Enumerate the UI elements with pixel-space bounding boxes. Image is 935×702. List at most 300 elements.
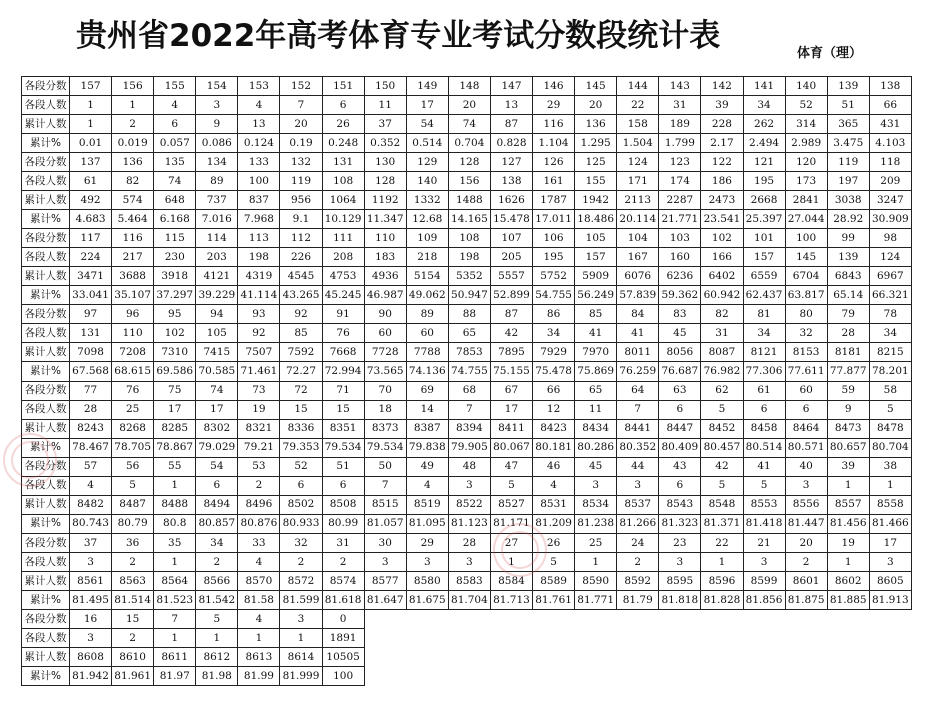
table-cell: 136 [112,153,154,172]
table-cell: 22 [701,533,743,552]
table-cell: 8589 [533,571,575,590]
table-cell: 6402 [701,267,743,286]
table-cell: 153 [238,77,280,96]
table-cell: 51 [827,96,869,115]
empty-cell [869,609,911,628]
table-cell: 1.504 [617,134,659,153]
table-cell: 0.086 [196,134,238,153]
table-cell: 155 [154,77,196,96]
count-row [22,628,912,647]
score-row [22,153,912,172]
cumulative-row [22,419,912,438]
table-cell: 3 [575,476,617,495]
table-cell: 79 [827,305,869,324]
table-cell: 34 [743,324,785,343]
table-cell: 189 [659,115,701,134]
table-cell: 27 [490,533,532,552]
table-cell: 5909 [575,267,617,286]
cumulative-row [22,571,912,590]
table-cell: 139 [827,77,869,96]
cumulative-row [22,647,912,666]
table-cell: 77 [70,381,112,400]
table-cell: 81.828 [701,590,743,609]
empty-cell [785,609,827,628]
table-cell: 3 [406,552,448,571]
table-cell: 3918 [154,267,196,286]
table-cell: 60 [406,324,448,343]
table-cell: 125 [575,153,617,172]
table-cell: 2113 [617,191,659,210]
table-cell: 5 [196,609,238,628]
table-cell: 7895 [490,343,532,362]
table-cell: 145 [575,77,617,96]
table-cell: 8411 [490,419,532,438]
table-cell: 39 [701,96,743,115]
table-cell: 10505 [322,647,364,666]
table-cell: 31 [659,96,701,115]
table-cell: 8487 [112,495,154,514]
table-cell: 0.124 [238,134,280,153]
table-cell: 8441 [617,419,659,438]
table-cell: 41 [617,324,659,343]
table-cell: 60.942 [701,286,743,305]
table-cell: 8608 [70,647,112,666]
table-cell: 82 [701,305,743,324]
table-cell: 8515 [364,495,406,514]
table-cell: 157 [575,248,617,267]
row-label: 各段人数 [22,552,70,571]
table-cell: 3 [659,552,701,571]
table-cell: 2 [785,552,827,571]
table-cell: 21 [743,533,785,552]
table-cell: 26 [533,533,575,552]
table-cell: 152 [280,77,322,96]
table-cell: 59.362 [659,286,701,305]
table-cell: 132 [280,153,322,172]
table-cell: 84 [617,305,659,324]
empty-cell [827,666,869,685]
table-cell: 100 [322,666,364,685]
table-cell: 8336 [280,419,322,438]
table-cell: 34 [743,96,785,115]
table-cell: 8574 [322,571,364,590]
table-cell: 3 [617,476,659,495]
table-cell: 8478 [869,419,911,438]
table-cell: 4121 [196,267,238,286]
table-cell: 4319 [238,267,280,286]
table-cell: 127 [490,153,532,172]
table-cell: 8464 [785,419,827,438]
table-cell: 79.21 [238,438,280,457]
table-cell: 80.181 [533,438,575,457]
table-cell: 63 [659,381,701,400]
row-label: 各段分数 [22,229,70,248]
table-cell: 14 [406,400,448,419]
table-cell: 1 [869,476,911,495]
table-cell: 73.565 [364,362,406,381]
table-cell: 42 [701,457,743,476]
table-cell: 79.534 [364,438,406,457]
table-cell: 1 [112,96,154,115]
table-cell: 150 [364,77,406,96]
table-cell: 8599 [743,571,785,590]
table-cell: 116 [112,229,154,248]
table-cell: 79.905 [448,438,490,457]
table-cell: 11.347 [364,210,406,229]
table-cell: 17 [196,400,238,419]
table-cell: 8496 [238,495,280,514]
table-cell: 81.885 [827,590,869,609]
table-cell: 3 [869,552,911,571]
table-cell: 183 [364,248,406,267]
table-cell: 76 [322,324,364,343]
table-cell: 195 [743,172,785,191]
table-cell: 11 [364,96,406,115]
table-cell: 41 [743,457,785,476]
table-cell: 1626 [490,191,532,210]
table-cell: 40 [785,457,827,476]
table-cell: 2473 [701,191,743,210]
table-cell: 160 [659,248,701,267]
table-cell: 75.869 [575,362,617,381]
row-label: 累计% [22,134,70,153]
table-cell: 6559 [743,267,785,286]
empty-cell [701,647,743,666]
table-cell: 9 [196,115,238,134]
table-cell: 2 [112,115,154,134]
table-cell: 8611 [154,647,196,666]
table-cell: 39 [827,457,869,476]
table-cell: 198 [448,248,490,267]
table-cell: 3 [280,609,322,628]
table-cell: 1 [154,552,196,571]
table-cell: 8447 [659,419,701,438]
table-cell: 3688 [112,267,154,286]
table-cell: 49 [406,457,448,476]
row-label: 累计% [22,286,70,305]
table-cell: 2 [617,552,659,571]
empty-cell [659,647,701,666]
table-cell: 81.523 [154,590,196,609]
table-cell: 64 [617,381,659,400]
table-cell: 81.466 [869,514,911,533]
table-cell: 80 [785,305,827,324]
table-cell: 81.713 [490,590,532,609]
table-cell: 8563 [112,571,154,590]
table-cell: 81.095 [406,514,448,533]
table-cell: 77.306 [743,362,785,381]
table-cell: 67.568 [70,362,112,381]
empty-cell [869,647,911,666]
table-cell: 39.229 [196,286,238,305]
table-cell: 69 [406,381,448,400]
empty-cell [533,666,575,685]
empty-cell [827,609,869,628]
table-cell: 8548 [701,495,743,514]
table-cell: 8531 [533,495,575,514]
row-label: 累计% [22,666,70,685]
table-cell: 59 [827,381,869,400]
table-cell: 44 [617,457,659,476]
percent-row [22,590,912,609]
table-cell: 17 [869,533,911,552]
table-cell: 1 [827,476,869,495]
percent-row [22,286,912,305]
table-cell: 6 [154,115,196,134]
table-cell: 81.171 [490,514,532,533]
table-cell: 81.495 [70,590,112,609]
table-cell: 31 [701,324,743,343]
table-cell: 8601 [785,571,827,590]
table-cell: 166 [701,248,743,267]
table-cell: 110 [112,324,154,343]
row-label: 累计人数 [22,495,70,514]
table-cell: 143 [659,77,701,96]
table-cell: 57 [70,457,112,476]
table-cell: 4936 [364,267,406,286]
table-cell: 91 [322,305,364,324]
empty-cell [575,647,617,666]
row-label: 各段人数 [22,628,70,647]
table-cell: 7098 [70,343,112,362]
table-cell: 1488 [448,191,490,210]
row-label: 各段人数 [22,172,70,191]
table-cell: 105 [196,324,238,343]
percent-row [22,134,912,153]
table-cell: 36 [112,533,154,552]
empty-cell [448,666,490,685]
table-cell: 8596 [701,571,743,590]
row-label: 累计% [22,210,70,229]
row-label: 累计人数 [22,343,70,362]
table-cell: 2.494 [743,134,785,153]
table-cell: 29 [533,96,575,115]
row-label: 各段分数 [22,153,70,172]
table-cell: 81.599 [280,590,322,609]
table-cell: 208 [322,248,364,267]
table-cell: 61 [743,381,785,400]
table-cell: 5 [533,552,575,571]
table-cell: 99 [827,229,869,248]
score-row [22,533,912,552]
table-cell: 56 [112,457,154,476]
table-cell: 8583 [448,571,490,590]
table-cell: 6 [743,400,785,419]
empty-cell [743,628,785,647]
table-cell: 128 [364,172,406,191]
table-cell: 54 [196,457,238,476]
table-cell: 81.618 [322,590,364,609]
table-cell: 8614 [280,647,322,666]
table-cell: 43 [659,457,701,476]
table-cell: 18 [364,400,406,419]
table-cell: 737 [196,191,238,210]
table-cell: 1 [575,552,617,571]
table-cell: 2.989 [785,134,827,153]
table-cell: 78.467 [70,438,112,457]
table-cell: 7 [364,476,406,495]
table-cell: 7 [617,400,659,419]
table-cell: 7507 [238,343,280,362]
table-cell: 71.461 [238,362,280,381]
row-label: 累计% [22,362,70,381]
table-cell: 5 [701,476,743,495]
row-label: 累计人数 [22,191,70,210]
table-cell: 72 [280,381,322,400]
table-cell: 8610 [112,647,154,666]
table-cell: 25 [575,533,617,552]
table-cell: 15 [112,609,154,628]
table-cell: 134 [196,153,238,172]
table-cell: 5 [743,476,785,495]
table-cell: 8285 [154,419,196,438]
count-row [22,248,912,267]
table-cell: 135 [154,153,196,172]
empty-cell [617,609,659,628]
table-cell: 17 [406,96,448,115]
table-cell: 81.647 [364,590,406,609]
table-cell: 4 [238,552,280,571]
table-cell: 8502 [280,495,322,514]
table-cell: 30 [364,533,406,552]
table-cell: 7668 [322,343,364,362]
table-cell: 6967 [869,267,911,286]
table-cell: 23 [659,533,701,552]
table-cell: 27.044 [785,210,827,229]
cumulative-row [22,115,912,134]
table-cell: 25.397 [743,210,785,229]
table-cell: 1332 [406,191,448,210]
table-cell: 75.478 [533,362,575,381]
row-label: 各段人数 [22,400,70,419]
table-cell: 29 [406,533,448,552]
table-cell: 365 [827,115,869,134]
table-cell: 45.245 [322,286,364,305]
percent-row [22,514,912,533]
table-cell: 2.17 [701,134,743,153]
table-cell: 15 [322,400,364,419]
empty-cell [364,647,406,666]
table-cell: 71 [322,381,364,400]
table-cell: 35 [154,533,196,552]
table-cell: 104 [617,229,659,248]
table-cell: 81.704 [448,590,490,609]
table-cell: 66.321 [869,286,911,305]
table-cell: 32 [785,324,827,343]
empty-cell [743,666,785,685]
score-row [22,305,912,324]
table-cell: 11 [575,400,617,419]
table-cell: 4545 [280,267,322,286]
table-cell: 224 [70,248,112,267]
table-cell: 65 [575,381,617,400]
table-cell: 128 [448,153,490,172]
table-cell: 130 [364,153,406,172]
table-cell: 50 [364,457,406,476]
table-cell: 26 [322,115,364,134]
table-cell: 171 [617,172,659,191]
table-cell: 75.155 [490,362,532,381]
table-cell: 79.029 [196,438,238,457]
table-cell: 2287 [659,191,701,210]
table-cell: 5 [701,400,743,419]
table-cell: 78.201 [869,362,911,381]
table-cell: 80.571 [785,438,827,457]
table-cell: 8570 [238,571,280,590]
table-cell: 6 [785,400,827,419]
table-cell: 54 [406,115,448,134]
table-cell: 8387 [406,419,448,438]
table-cell: 119 [280,172,322,191]
table-cell: 70.585 [196,362,238,381]
table-cell: 80.8 [154,514,196,533]
table-cell: 3.475 [827,134,869,153]
score-row [22,77,912,96]
table-cell: 144 [617,77,659,96]
table-cell: 80.514 [743,438,785,457]
table-cell: 60 [364,324,406,343]
table-cell: 138 [869,77,911,96]
table-cell: 4 [70,476,112,495]
table-cell: 7 [280,96,322,115]
table-cell: 17.011 [533,210,575,229]
table-cell: 8494 [196,495,238,514]
table-cell: 2668 [743,191,785,210]
table-cell: 123 [659,153,701,172]
table-cell: 1 [70,96,112,115]
table-cell: 7929 [533,343,575,362]
table-cell: 23.541 [701,210,743,229]
table-cell: 6076 [617,267,659,286]
table-cell: 147 [490,77,532,96]
table-cell: 431 [869,115,911,134]
empty-cell [490,647,532,666]
table-cell: 2 [322,552,364,571]
table-cell: 80.99 [322,514,364,533]
table-cell: 0.01 [70,134,112,153]
table-cell: 7592 [280,343,322,362]
table-cell: 149 [406,77,448,96]
score-row [22,457,912,476]
table-cell: 80.876 [238,514,280,533]
table-cell: 52 [280,457,322,476]
table-cell: 20 [575,96,617,115]
table-cell: 80.79 [112,514,154,533]
table-cell: 3 [448,476,490,495]
table-cell: 156 [112,77,154,96]
row-label: 累计% [22,590,70,609]
score-table-grid [21,76,912,686]
empty-cell [575,666,617,685]
table-cell: 2 [196,552,238,571]
row-label: 各段分数 [22,533,70,552]
table-cell: 66 [533,381,575,400]
table-cell: 80.352 [617,438,659,457]
table-cell: 18.486 [575,210,617,229]
count-row [22,324,912,343]
table-cell: 62 [701,381,743,400]
table-cell: 8584 [490,571,532,590]
table-cell: 8243 [70,419,112,438]
table-cell: 8556 [785,495,827,514]
table-cell: 58 [869,381,911,400]
empty-cell [827,628,869,647]
row-label: 累计人数 [22,419,70,438]
table-cell: 8302 [196,419,238,438]
table-cell: 93 [238,305,280,324]
table-cell: 13 [490,96,532,115]
table-cell: 22 [617,96,659,115]
